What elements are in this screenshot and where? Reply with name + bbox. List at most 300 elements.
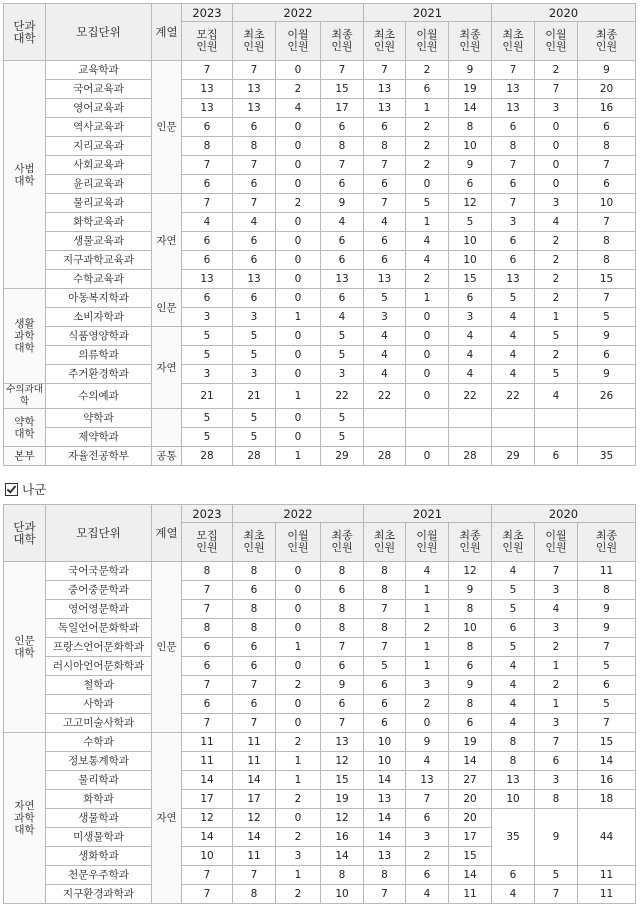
value-final-2020: 26 xyxy=(578,384,636,409)
unit-cell: 미생물학과 xyxy=(46,828,152,847)
value-recruit-2023: 6 xyxy=(182,118,233,137)
value-carryover-2020: 5 xyxy=(535,327,578,346)
value-carryover-2021: 2 xyxy=(406,156,449,175)
value-final-2022: 6 xyxy=(321,175,364,194)
value-initial-2020: 4 xyxy=(492,885,535,904)
value-carryover-2020: 6 xyxy=(535,752,578,771)
value-carryover-2021: 7 xyxy=(406,790,449,809)
value-final-2022: 8 xyxy=(321,600,364,619)
table-row xyxy=(4,365,636,384)
value-initial-2022: 5 xyxy=(233,327,276,346)
college-cell: 수의과대학 xyxy=(4,384,46,409)
value-recruit-2023: 13 xyxy=(182,270,233,289)
track-cell: 자연 xyxy=(152,327,182,409)
value-initial-2021: 4 xyxy=(364,327,406,346)
value-initial-2021: 7 xyxy=(364,194,406,213)
value-final-2022: 6 xyxy=(321,118,364,137)
value-final-2021: 19 xyxy=(449,733,492,752)
header-initial: 최초 인원 xyxy=(364,523,406,562)
value-carryover-2022: 1 xyxy=(276,752,321,771)
value-carryover-2021: 1 xyxy=(406,213,449,232)
header-year-2023: 2023 xyxy=(182,505,233,523)
value-initial-2020: 6 xyxy=(492,866,535,885)
value-recruit-2023: 6 xyxy=(182,175,233,194)
value-carryover-2022: 0 xyxy=(276,61,321,80)
value-initial-2022: 8 xyxy=(233,619,276,638)
value-final-2020: 5 xyxy=(578,308,636,327)
value-carryover-2021: 1 xyxy=(406,289,449,308)
value-final-2022: 5 xyxy=(321,346,364,365)
unit-cell: 수학교육과 xyxy=(46,270,152,289)
value-final-2020: 9 xyxy=(578,327,636,346)
value-initial-2021: 4 xyxy=(364,365,406,384)
value-final-2022: 9 xyxy=(321,194,364,213)
college-cell: 자연 과학 대학 xyxy=(4,733,46,904)
value-final-2021: 8 xyxy=(449,695,492,714)
unit-cell: 지구과학교육과 xyxy=(46,251,152,270)
value-final-2021: 22 xyxy=(449,384,492,409)
header-initial: 최초 인원 xyxy=(492,22,535,61)
value-initial-2022: 8 xyxy=(233,885,276,904)
value-carryover-2020: 7 xyxy=(535,80,578,99)
value-initial-2021: 5 xyxy=(364,657,406,676)
value-carryover-2022: 2 xyxy=(276,885,321,904)
value-final-2021: 14 xyxy=(449,99,492,118)
value-initial-2022: 6 xyxy=(233,289,276,308)
unit-cell: 국어교육과 xyxy=(46,80,152,99)
header-college: 단과 대학 xyxy=(4,505,46,562)
value-final-2020: 9 xyxy=(578,600,636,619)
header-final: 최종 인원 xyxy=(321,22,364,61)
value-carryover-2021: 1 xyxy=(406,600,449,619)
table-row xyxy=(4,61,636,80)
value-final-2021: 12 xyxy=(449,562,492,581)
value-final-2022: 7 xyxy=(321,714,364,733)
value-carryover-2021: 2 xyxy=(406,270,449,289)
value-initial-2022: 8 xyxy=(233,137,276,156)
unit-cell: 자율전공학부 xyxy=(46,447,152,466)
value-carryover-2020: 3 xyxy=(535,194,578,213)
value-initial-2020: 4 xyxy=(492,676,535,695)
value-initial-2022: 6 xyxy=(233,118,276,137)
value-final-2022: 29 xyxy=(321,447,364,466)
value-carryover-2021: 2 xyxy=(406,118,449,137)
value-final-2021: 9 xyxy=(449,61,492,80)
table-row xyxy=(4,251,636,270)
value-final-2020: 15 xyxy=(578,270,636,289)
value-initial-2022: 11 xyxy=(233,752,276,771)
unit-cell: 수의예과 xyxy=(46,384,152,409)
value-final-2020: 20 xyxy=(578,80,636,99)
value-carryover-2021: 2 xyxy=(406,137,449,156)
value-recruit-2023: 11 xyxy=(182,733,233,752)
value-initial-2020: 13 xyxy=(492,80,535,99)
value-initial-2022: 8 xyxy=(233,600,276,619)
value-recruit-2023: 7 xyxy=(182,714,233,733)
value-carryover-2020: 0 xyxy=(535,118,578,137)
value-carryover-2021: 9 xyxy=(406,733,449,752)
college-cell: 사범 대학 xyxy=(4,61,46,289)
value-carryover-2020: 7 xyxy=(535,562,578,581)
value-initial-2020: 8 xyxy=(492,137,535,156)
value-initial-2020: 7 xyxy=(492,156,535,175)
value-carryover-2022: 0 xyxy=(276,619,321,638)
value-final-2022: 6 xyxy=(321,289,364,308)
value-carryover-2022: 2 xyxy=(276,194,321,213)
value-initial-2021: 6 xyxy=(364,232,406,251)
unit-cell: 생화학과 xyxy=(46,847,152,866)
unit-cell: 생물학과 xyxy=(46,809,152,828)
value-carryover-2021: 0 xyxy=(406,308,449,327)
value-carryover-2022: 0 xyxy=(276,600,321,619)
header-year-2022: 2022 xyxy=(233,505,364,523)
header-carryover: 이월 인원 xyxy=(406,523,449,562)
table-row xyxy=(4,619,636,638)
table-row xyxy=(4,194,636,213)
value-carryover-2022: 1 xyxy=(276,447,321,466)
value-final-2020: 9 xyxy=(578,365,636,384)
value-final-2022: 6 xyxy=(321,581,364,600)
value-carryover-2020: 1 xyxy=(535,695,578,714)
value-carryover-2020: 2 xyxy=(535,638,578,657)
checkbox-icon xyxy=(5,483,18,496)
value-carryover-2022: 1 xyxy=(276,638,321,657)
value-carryover-2022: 0 xyxy=(276,581,321,600)
value-final-2022: 8 xyxy=(321,866,364,885)
table-row xyxy=(4,638,636,657)
value-carryover-2021: 0 xyxy=(406,346,449,365)
value-initial-2022: 14 xyxy=(233,771,276,790)
unit-cell: 주거환경학과 xyxy=(46,365,152,384)
value-final-2021: 10 xyxy=(449,137,492,156)
unit-cell: 독일언어문화학과 xyxy=(46,619,152,638)
value-initial-2021: 6 xyxy=(364,251,406,270)
value-final-2020: 6 xyxy=(578,118,636,137)
value-final-2022: 13 xyxy=(321,733,364,752)
value-carryover-2022: 0 xyxy=(276,714,321,733)
unit-cell: 영어교육과 xyxy=(46,99,152,118)
value-carryover-2020: 7 xyxy=(535,885,578,904)
value-carryover-2021: 4 xyxy=(406,232,449,251)
value-carryover-2020: 0 xyxy=(535,175,578,194)
table-row xyxy=(4,308,636,327)
header-final: 최종 인원 xyxy=(449,22,492,61)
value-carryover-2022: 1 xyxy=(276,866,321,885)
value-carryover-2020: 2 xyxy=(535,676,578,695)
value-initial-2022: 7 xyxy=(233,866,276,885)
value-recruit-2023: 12 xyxy=(182,809,233,828)
table-row xyxy=(4,118,636,137)
value-carryover-2020: 4 xyxy=(535,384,578,409)
value-initial-2022: 6 xyxy=(233,657,276,676)
value-final-2020: 35 xyxy=(578,447,636,466)
value-carryover-2021: 2 xyxy=(406,619,449,638)
table-row xyxy=(4,80,636,99)
value-carryover-2021: 0 xyxy=(406,384,449,409)
value-initial-2022: 6 xyxy=(233,232,276,251)
value-recruit-2023: 6 xyxy=(182,289,233,308)
value-initial-2022: 14 xyxy=(233,828,276,847)
table-row xyxy=(4,409,636,428)
value-carryover-2021: 0 xyxy=(406,175,449,194)
value-initial-2020: 4 xyxy=(492,308,535,327)
value-final-2020: 9 xyxy=(578,61,636,80)
unit-cell: 천문우주학과 xyxy=(46,866,152,885)
value-carryover-2021: 1 xyxy=(406,581,449,600)
value-final-2022: 15 xyxy=(321,771,364,790)
value-initial-2020: 4 xyxy=(492,327,535,346)
value-carryover-2022: 0 xyxy=(276,251,321,270)
value-recruit-2023: 3 xyxy=(182,365,233,384)
value-final-2022: 5 xyxy=(321,409,364,428)
header-final: 최종 인원 xyxy=(578,523,636,562)
value-initial-2021: 14 xyxy=(364,809,406,828)
table-row xyxy=(4,213,636,232)
header-carryover: 이월 인원 xyxy=(276,523,321,562)
value-carryover-2020: 9 xyxy=(535,809,578,866)
value-final-2021: 20 xyxy=(449,790,492,809)
value-final-2020: 10 xyxy=(578,194,636,213)
value-initial-2022: 7 xyxy=(233,714,276,733)
unit-cell: 소비자학과 xyxy=(46,308,152,327)
value-final-2021: 28 xyxy=(449,447,492,466)
value-initial-2022: 7 xyxy=(233,676,276,695)
value-initial-2021: 7 xyxy=(364,61,406,80)
value-initial-2020: 13 xyxy=(492,771,535,790)
value-carryover-2021: 0 xyxy=(406,714,449,733)
value-initial-2022: 6 xyxy=(233,638,276,657)
header-final: 최종 인원 xyxy=(321,523,364,562)
value-final-2022: 15 xyxy=(321,80,364,99)
unit-cell: 교육학과 xyxy=(46,61,152,80)
value-initial-2021: 4 xyxy=(364,213,406,232)
value-initial-2022: 11 xyxy=(233,733,276,752)
value-final-2022: 9 xyxy=(321,676,364,695)
value-initial-2021: 13 xyxy=(364,847,406,866)
header-final: 최종 인원 xyxy=(449,523,492,562)
value-initial-2021: 8 xyxy=(364,137,406,156)
value-carryover-2022: 0 xyxy=(276,232,321,251)
value-initial-2021: 5 xyxy=(364,289,406,308)
value-initial-2021 xyxy=(364,409,406,428)
value-carryover-2020: 0 xyxy=(535,137,578,156)
value-final-2022: 10 xyxy=(321,885,364,904)
value-initial-2022: 11 xyxy=(233,847,276,866)
value-initial-2020: 5 xyxy=(492,638,535,657)
value-initial-2021: 10 xyxy=(364,752,406,771)
value-recruit-2023: 10 xyxy=(182,847,233,866)
value-initial-2020: 8 xyxy=(492,733,535,752)
value-initial-2020 xyxy=(492,428,535,447)
value-final-2022: 12 xyxy=(321,809,364,828)
value-final-2022: 17 xyxy=(321,99,364,118)
value-final-2022: 7 xyxy=(321,156,364,175)
value-final-2022: 14 xyxy=(321,847,364,866)
header-year-2023: 2023 xyxy=(182,4,233,22)
value-initial-2020: 29 xyxy=(492,447,535,466)
section-title-na xyxy=(5,481,46,497)
value-initial-2020 xyxy=(492,409,535,428)
value-carryover-2022: 0 xyxy=(276,156,321,175)
value-final-2020: 8 xyxy=(578,251,636,270)
header-initial: 최초 인원 xyxy=(233,22,276,61)
track-cell: 공통 xyxy=(152,447,182,466)
value-initial-2021: 7 xyxy=(364,600,406,619)
value-carryover-2021: 3 xyxy=(406,828,449,847)
header-college: 단과 대학 xyxy=(4,4,46,61)
value-recruit-2023: 7 xyxy=(182,156,233,175)
value-initial-2021: 13 xyxy=(364,790,406,809)
value-recruit-2023: 28 xyxy=(182,447,233,466)
value-recruit-2023: 7 xyxy=(182,885,233,904)
value-carryover-2020: 3 xyxy=(535,581,578,600)
value-initial-2020: 22 xyxy=(492,384,535,409)
value-carryover-2021: 13 xyxy=(406,771,449,790)
value-carryover-2021: 6 xyxy=(406,809,449,828)
value-final-2022: 7 xyxy=(321,638,364,657)
header-initial: 최초 인원 xyxy=(233,523,276,562)
value-carryover-2021: 0 xyxy=(406,365,449,384)
header-track: 계열 xyxy=(152,505,182,562)
value-initial-2021: 14 xyxy=(364,828,406,847)
table-row xyxy=(4,676,636,695)
value-recruit-2023: 7 xyxy=(182,581,233,600)
value-carryover-2020: 0 xyxy=(535,156,578,175)
table-row xyxy=(4,695,636,714)
header-initial: 최초 인원 xyxy=(364,22,406,61)
value-final-2020: 15 xyxy=(578,733,636,752)
value-carryover-2021 xyxy=(406,428,449,447)
value-final-2020: 11 xyxy=(578,885,636,904)
header-final: 최종 인원 xyxy=(578,22,636,61)
value-final-2021: 15 xyxy=(449,270,492,289)
value-final-2021: 3 xyxy=(449,308,492,327)
unit-cell: 영어영문학과 xyxy=(46,600,152,619)
value-initial-2020: 4 xyxy=(492,657,535,676)
track-cell: 인문 xyxy=(152,289,182,327)
value-final-2021: 14 xyxy=(449,752,492,771)
value-final-2021: 4 xyxy=(449,365,492,384)
value-final-2020: 5 xyxy=(578,657,636,676)
value-carryover-2022: 0 xyxy=(276,657,321,676)
unit-cell: 약학과 xyxy=(46,409,152,428)
value-recruit-2023: 7 xyxy=(182,866,233,885)
header-recruit: 모집 인원 xyxy=(182,22,233,61)
value-carryover-2020: 2 xyxy=(535,61,578,80)
value-final-2021: 10 xyxy=(449,619,492,638)
value-initial-2020: 4 xyxy=(492,365,535,384)
value-initial-2020: 6 xyxy=(492,232,535,251)
unit-cell: 수학과 xyxy=(46,733,152,752)
value-final-2021: 10 xyxy=(449,251,492,270)
value-carryover-2021: 3 xyxy=(406,676,449,695)
value-initial-2020: 13 xyxy=(492,99,535,118)
value-carryover-2022: 0 xyxy=(276,137,321,156)
value-carryover-2021: 4 xyxy=(406,885,449,904)
value-recruit-2023: 14 xyxy=(182,771,233,790)
value-recruit-2023: 6 xyxy=(182,232,233,251)
value-initial-2021: 8 xyxy=(364,866,406,885)
value-carryover-2021: 1 xyxy=(406,657,449,676)
value-carryover-2021: 0 xyxy=(406,327,449,346)
value-carryover-2021: 2 xyxy=(406,695,449,714)
value-final-2021: 27 xyxy=(449,771,492,790)
table-row xyxy=(4,346,636,365)
header-year-2022: 2022 xyxy=(233,4,364,22)
value-recruit-2023: 13 xyxy=(182,80,233,99)
value-carryover-2021: 1 xyxy=(406,638,449,657)
unit-cell: 생물교육과 xyxy=(46,232,152,251)
value-final-2020: 7 xyxy=(578,714,636,733)
value-recruit-2023: 17 xyxy=(182,790,233,809)
value-carryover-2022: 0 xyxy=(276,409,321,428)
value-initial-2021: 22 xyxy=(364,384,406,409)
value-initial-2021: 13 xyxy=(364,99,406,118)
table-row xyxy=(4,885,636,904)
value-carryover-2021: 6 xyxy=(406,866,449,885)
value-final-2020: 16 xyxy=(578,771,636,790)
value-final-2021: 19 xyxy=(449,80,492,99)
table-row xyxy=(4,137,636,156)
track-cell: 자연 xyxy=(152,733,182,904)
value-recruit-2023: 5 xyxy=(182,428,233,447)
value-final-2020: 16 xyxy=(578,99,636,118)
value-recruit-2023: 5 xyxy=(182,327,233,346)
value-final-2021: 5 xyxy=(449,213,492,232)
value-recruit-2023: 8 xyxy=(182,619,233,638)
value-recruit-2023: 6 xyxy=(182,695,233,714)
value-recruit-2023: 5 xyxy=(182,409,233,428)
value-initial-2022: 6 xyxy=(233,695,276,714)
value-recruit-2023: 4 xyxy=(182,213,233,232)
value-recruit-2023: 6 xyxy=(182,657,233,676)
unit-cell: 의류학과 xyxy=(46,346,152,365)
value-initial-2020: 6 xyxy=(492,619,535,638)
value-final-2021: 11 xyxy=(449,885,492,904)
value-recruit-2023: 7 xyxy=(182,676,233,695)
value-carryover-2021: 4 xyxy=(406,562,449,581)
value-carryover-2020: 5 xyxy=(535,365,578,384)
value-final-2020: 6 xyxy=(578,346,636,365)
table-row xyxy=(4,657,636,676)
value-carryover-2021: 1 xyxy=(406,99,449,118)
value-carryover-2020: 2 xyxy=(535,270,578,289)
value-initial-2021: 6 xyxy=(364,695,406,714)
value-initial-2020: 5 xyxy=(492,289,535,308)
value-carryover-2020: 4 xyxy=(535,213,578,232)
value-carryover-2022: 0 xyxy=(276,809,321,828)
college-cell: 생활 과학 대학 xyxy=(4,289,46,384)
value-final-2022: 4 xyxy=(321,308,364,327)
value-initial-2022: 17 xyxy=(233,790,276,809)
unit-cell: 지구환경과학과 xyxy=(46,885,152,904)
header-carryover: 이월 인원 xyxy=(535,22,578,61)
unit-cell: 정보통계학과 xyxy=(46,752,152,771)
value-initial-2021: 13 xyxy=(364,270,406,289)
value-carryover-2022: 0 xyxy=(276,428,321,447)
value-final-2021: 6 xyxy=(449,175,492,194)
unit-cell: 사회교육과 xyxy=(46,156,152,175)
value-final-2021: 9 xyxy=(449,156,492,175)
value-carryover-2022: 2 xyxy=(276,676,321,695)
value-final-2020: 11 xyxy=(578,866,636,885)
value-initial-2021: 6 xyxy=(364,676,406,695)
value-final-2020: 6 xyxy=(578,175,636,194)
value-recruit-2023: 7 xyxy=(182,61,233,80)
table-row xyxy=(4,752,636,771)
value-initial-2021: 7 xyxy=(364,156,406,175)
value-final-2021: 9 xyxy=(449,676,492,695)
